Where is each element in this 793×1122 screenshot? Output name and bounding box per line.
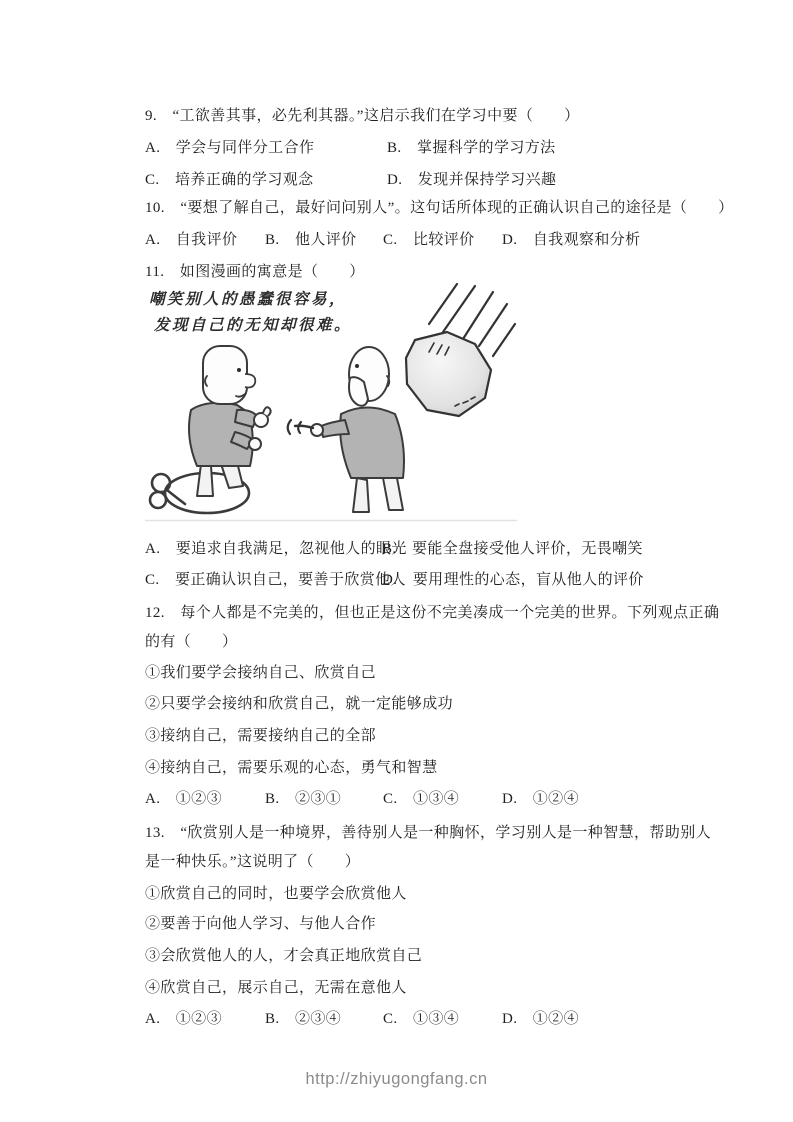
left-man-eye xyxy=(237,368,241,372)
left-man-head xyxy=(203,346,247,404)
right-man xyxy=(288,347,404,512)
q10-stem: 10. “要想了解自己，最好问问别人”。这句话所体现的正确认识自己的途径是（ ） xyxy=(145,200,734,216)
pointing-motion-arc xyxy=(288,420,291,434)
q9-option-d: D. 发现并保持学习兴趣 xyxy=(387,172,557,188)
q12-stem-line2: 的有（ ） xyxy=(145,634,238,650)
q10-option-a: A. 自我评价 xyxy=(145,232,238,248)
q11-options-row2 xyxy=(145,570,690,590)
q9-stem: 9. “工欲善其事，必先利其器。”这启示我们在学习中要（ ） xyxy=(145,108,580,124)
q13-item1: ①欣赏自己的同时，也要学会欣赏他人 xyxy=(145,886,407,902)
q13-option-d: D. ①②④ xyxy=(502,1011,579,1027)
q13-item4: ④欣赏自己，展示自己，无需在意他人 xyxy=(145,980,407,996)
q13-options-row xyxy=(145,1009,690,1029)
q13-stem-line2: 是一种快乐。”这说明了（ ） xyxy=(145,854,361,870)
left-man-hand xyxy=(249,438,261,450)
q12-item4: ④接纳自己，需要乐观的心态，勇气和智慧 xyxy=(145,760,438,776)
q12-option-c: C. ①③④ xyxy=(383,791,460,807)
q12-stem-line1: 12. 每个人都是不完美的，但也正是这份不完美凑成一个完美的世界。下列观点正确 xyxy=(145,605,720,621)
q13-option-b: B. ②③④ xyxy=(265,1011,342,1027)
q10-option-b: B. 他人评价 xyxy=(265,232,357,248)
q10-options-row xyxy=(145,230,690,250)
cartoon-caption-line2: 发现自己的无知却很难。 xyxy=(154,315,353,334)
q12-option-a: A. ①②③ xyxy=(145,791,222,807)
q11-options-row1 xyxy=(145,539,690,559)
q10-option-d: D. 自我观察和分析 xyxy=(502,232,641,248)
pointing-motion-arc xyxy=(298,422,301,433)
q9-options-row2 xyxy=(145,170,690,190)
q13-stem-line1: 13. “欣赏别人是一种境界，善待别人是一种胸怀，学习别人是一种智慧，帮助别人 xyxy=(145,825,712,841)
q12-option-b: B. ②③① xyxy=(265,791,342,807)
right-man-eye xyxy=(355,364,359,368)
q13-item2: ②要善于向他人学习、与他人合作 xyxy=(145,916,377,932)
left-man-leg xyxy=(197,464,213,496)
q12-options-row xyxy=(145,789,690,809)
footer-url: http://zhiyugongfang.cn xyxy=(305,1070,488,1088)
q9-option-a: A. 学会与同伴分工合作 xyxy=(145,140,315,156)
q11-option-a: A. 要追求自我满足，忽视他人的眼光 xyxy=(145,541,407,557)
cartoon-image xyxy=(145,282,517,522)
left-man-hand xyxy=(254,413,268,427)
right-man-hand xyxy=(311,424,323,436)
q13-option-a: A. ①②③ xyxy=(145,1011,222,1027)
falling-rock xyxy=(406,332,491,416)
q11-stem: 11. 如图漫画的寓意是（ ） xyxy=(145,264,365,280)
cartoon-caption-line1: 嘲笑别人的愚蠢很容易， xyxy=(149,289,348,308)
q11-option-c: C. 要正确认识自己，要善于欣赏他人 xyxy=(145,572,406,588)
q10-option-c: C. 比较评价 xyxy=(383,232,475,248)
left-man xyxy=(150,346,271,513)
q12-item1: ①我们要学会接纳自己、欣赏自己 xyxy=(145,665,377,681)
left-man-nose xyxy=(245,374,255,388)
right-man-leg xyxy=(353,478,369,512)
q13-item3: ③会欣赏他人的人，才会真正地欣赏自己 xyxy=(145,948,423,964)
q9-option-b: B. 掌握科学的学习方法 xyxy=(387,140,556,156)
q11-option-b: B. 要能全盘接受他人评价，无畏嘲笑 xyxy=(382,541,643,557)
q11-option-d: D. 要用理性的心态，盲从他人的评价 xyxy=(382,572,644,588)
q9-options-row1 xyxy=(145,138,690,158)
q13-option-c: C. ①③④ xyxy=(383,1011,460,1027)
q12-item3: ③接纳自己，需要接纳自己的全部 xyxy=(145,728,377,744)
right-man-body xyxy=(340,408,404,479)
q12-item2: ②只要学会接纳和欣赏自己，就一定能够成功 xyxy=(145,696,454,712)
right-man-leg xyxy=(383,478,403,510)
q9-option-c: C. 培养正确的学习观念 xyxy=(145,172,314,188)
q12-option-d: D. ①②④ xyxy=(502,791,579,807)
right-man-arm xyxy=(321,420,349,437)
